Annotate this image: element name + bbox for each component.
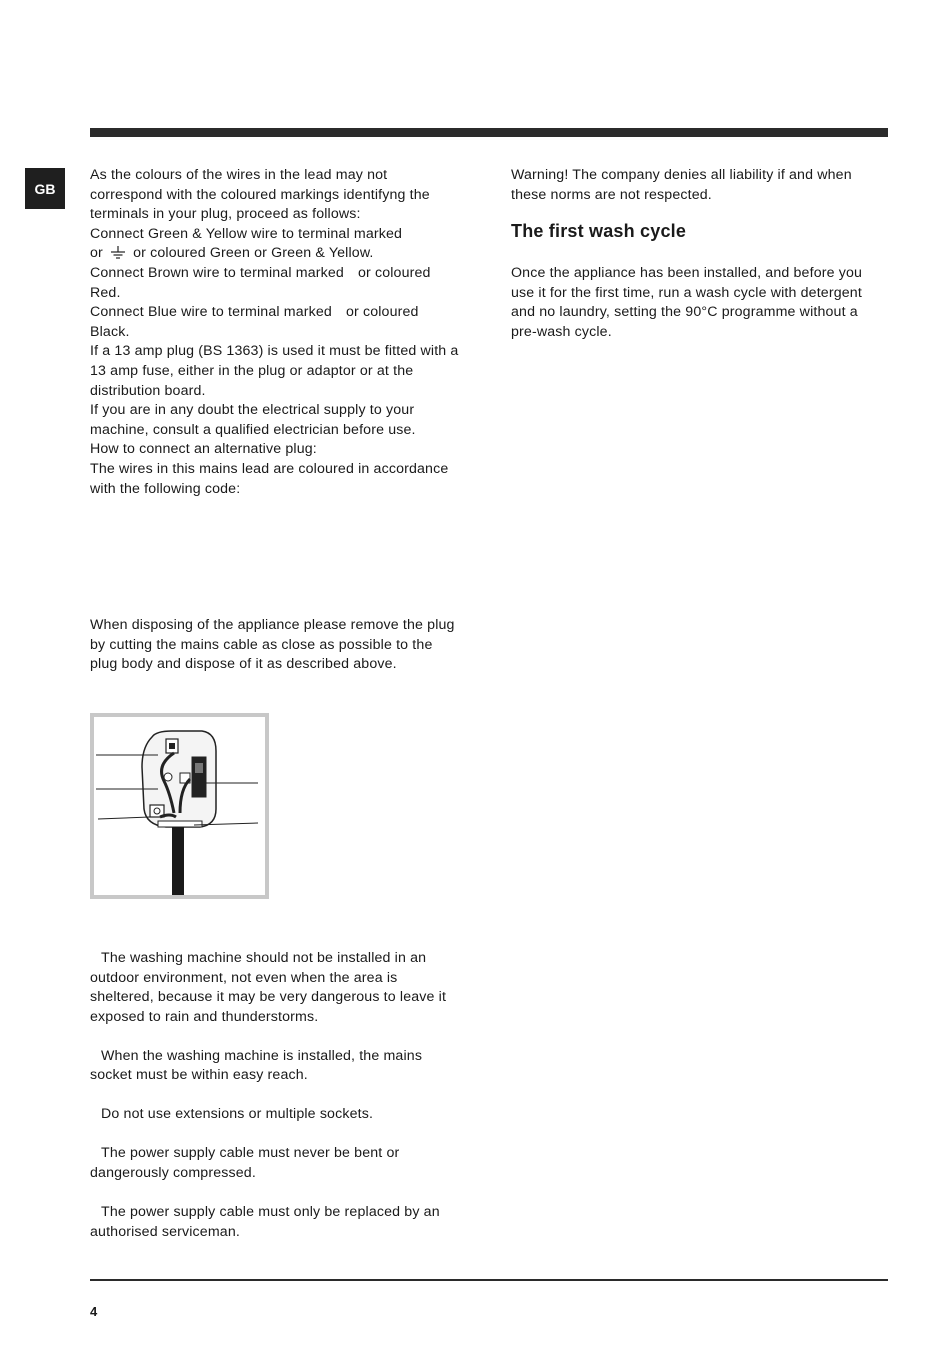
bottom-rule [90, 1279, 888, 1281]
list-item [90, 1105, 462, 1125]
list-item [90, 1203, 462, 1242]
paragraph: The wires in this mains lead are coloured in accordance with the following code: [90, 460, 449, 497]
text: Do not use extensions or multiple sockets. [101, 1106, 374, 1123]
paragraph [90, 264, 462, 303]
paragraph: As the colours of the wires in the lead may not correspond with the coloured markings identifyng the terminals in your plug, proceed as follows: [90, 167, 430, 223]
paragraph [90, 244, 462, 264]
warning-paragraph [511, 166, 883, 205]
text: or [90, 245, 103, 262]
text: The power supply cable must never be bent or dangerously compressed. [90, 1145, 400, 1181]
page-number: 4 [90, 1304, 98, 1319]
list-item [90, 949, 462, 1027]
safety-notes [90, 949, 462, 1261]
text: When the washing machine is installed, the mains socket must be within easy reach. [90, 1047, 423, 1084]
text: Connect Blue wire to terminal marked [90, 304, 332, 321]
paragraph: 13 amp fuse, either in the plug or adaptor or at the distribution board. [90, 362, 414, 399]
paragraph [90, 303, 462, 342]
list-item [90, 1047, 462, 1086]
plug-diagram-icon [94, 717, 265, 895]
section-heading: The first wash cycle [511, 221, 687, 241]
text: Connect Brown wire to terminal marked [90, 264, 344, 281]
paragraph: Warning! The company denies all liability if and when these norms are not respected. [511, 167, 852, 203]
plug-wiring-diagram [90, 713, 269, 899]
paragraph: How to connect an alternative plug: [90, 441, 317, 458]
text: The power supply cable must only be replaced by an authorised serviceman. [90, 1203, 440, 1240]
disposal-note [90, 616, 462, 675]
text: The washing machine should not be installed in an outdoor environment, not even when the area is sheltered, because it may be very dangerous to leave it exposed to rain and thunderstorms. [90, 950, 447, 1025]
paragraph: Connect Green & Yellow wire to terminal marked [90, 225, 403, 242]
list-item [90, 1144, 462, 1183]
text: or coloured Red. [90, 264, 431, 301]
paragraph: Once the appliance has been installed, and before you use it for the first time, run a wash cycle with detergent and no laundry, setting the 90°C programme without a pre-wash cycle. [511, 265, 863, 340]
paragraph: If you are in any doubt the electrical supply to your machine, consult a qualified electrician before use. [90, 402, 416, 438]
paragraph: When disposing of the appliance please remove the plug by cutting the mains cable as close as possible to the plug body and dispose of it as described above. [90, 617, 455, 673]
first-wash-paragraph [511, 264, 883, 342]
text: or coloured Green or Green & Yellow. [133, 245, 374, 262]
paragraph: If a 13 amp plug (BS 1363) is used it must be fitted with a [90, 343, 459, 360]
language-badge: GB [25, 168, 65, 209]
top-rule [90, 128, 888, 137]
earth-icon [109, 246, 127, 260]
text: or coloured Black. [90, 304, 419, 340]
wiring-instructions [90, 166, 462, 499]
